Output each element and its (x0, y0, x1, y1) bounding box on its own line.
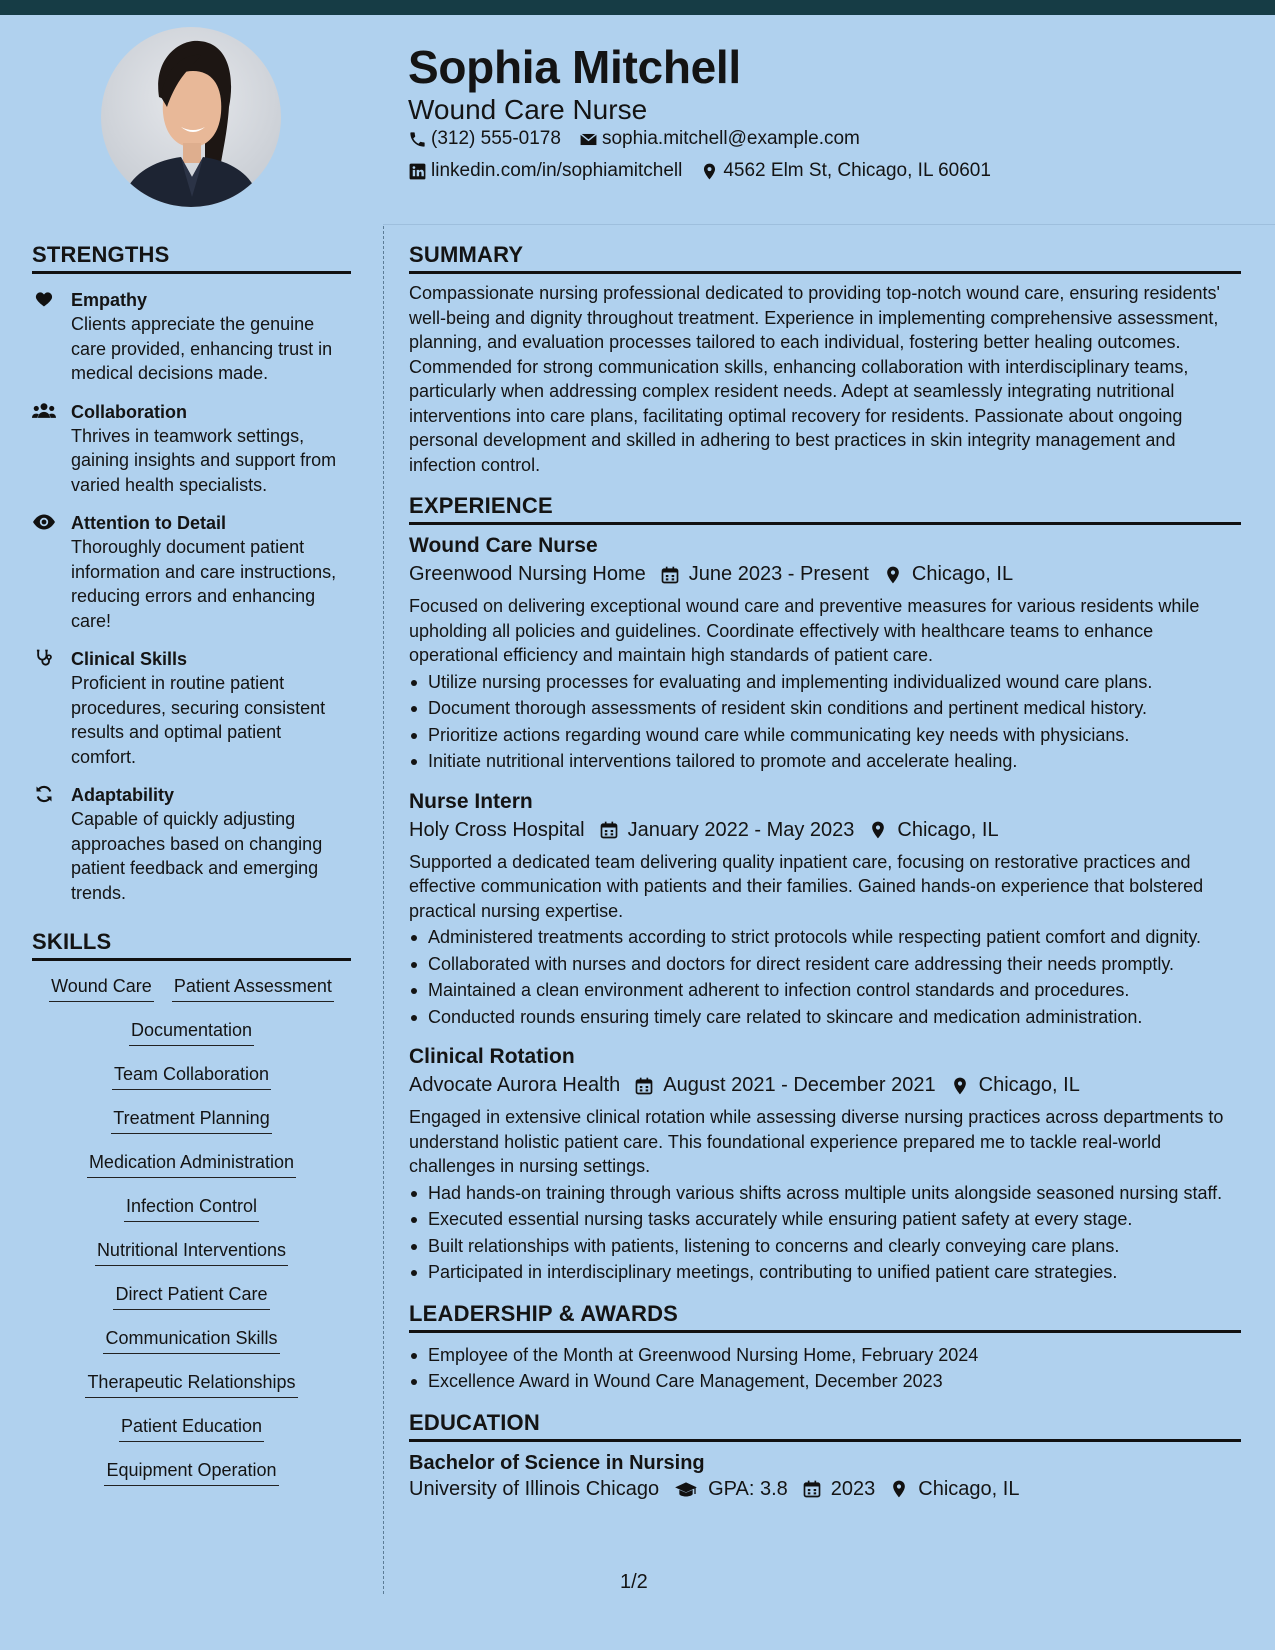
sync-icon (32, 784, 56, 804)
job-bullets (409, 925, 1241, 1029)
strength-title: Collaboration (71, 401, 187, 422)
bullet-item: Conducted rounds ensuring timely care related to skincare and medication administration. (409, 1005, 1241, 1030)
calendar-icon (802, 1479, 822, 1499)
skill-tag: Communication Skills (103, 1327, 279, 1354)
skill-tag: Patient Assessment (172, 975, 334, 1002)
job-company: Greenwood Nursing Home (409, 563, 646, 585)
strength-title: Clinical Skills (71, 649, 188, 669)
graduation-cap-icon (673, 1479, 699, 1499)
job-title: Nurse Intern (409, 789, 533, 813)
bullet-item: Collaborated with nurses and doctors for direct resident care addressing their needs promptly. (409, 952, 1241, 977)
calendar-icon (660, 565, 680, 585)
eye-icon (32, 512, 56, 532)
strength-item (32, 400, 351, 498)
strength-item (32, 783, 351, 905)
linkedin-text: linkedin.com/in/sophiamitchell (431, 160, 683, 181)
bullet-item: Built relationships with patients, listening to concerns and clearly conveying care plans. (409, 1234, 1241, 1259)
education-year: 2023 (830, 1477, 876, 1500)
profile-photo (101, 27, 281, 207)
award-item: Employee of the Month at Greenwood Nursing Home, February 2024 (409, 1343, 1241, 1368)
strength-desc: Clients appreciate the genuine care provided, enhancing trust in medical decisions made. (71, 314, 333, 383)
strength-item (32, 647, 351, 769)
address-contact (700, 160, 991, 182)
job-company: Advocate Aurora Health (409, 1074, 621, 1096)
job-description: Supported a dedicated team delivering quality inpatient care, focusing on restorative practices and effective communication with patients and their families. Gained hands-on experience that bolstered practical nursing expertise. (409, 851, 1204, 921)
calendar-icon (634, 1076, 654, 1096)
right-column (409, 242, 1241, 1509)
experience-section (409, 493, 1241, 1285)
job-bullets (409, 670, 1241, 774)
skills-heading: SKILLS (32, 929, 351, 961)
contact-row-1 (408, 128, 878, 150)
job-dates: January 2022 - May 2023 (627, 818, 855, 841)
map-pin-icon (889, 1479, 909, 1499)
calendar-icon (599, 820, 619, 840)
skill-tag: Medication Administration (87, 1151, 296, 1178)
phone-contact[interactable] (408, 128, 561, 150)
job-dates: August 2021 - December 2021 (663, 1074, 936, 1096)
job-bullets (409, 1181, 1241, 1285)
bullet-item: Participated in interdisciplinary meetings, contributing to unified patient care strategies. (409, 1260, 1241, 1285)
experience-heading: EXPERIENCE (409, 493, 1241, 525)
phone-icon (408, 130, 427, 149)
job-description: Engaged in extensive clinical rotation while assessing diverse nursing practices across departments to understand holistic patient care. This foundational experience prepared me to tackle real-world challenges in nursing settings. (409, 1107, 1224, 1176)
heart-icon (32, 289, 56, 309)
strength-item (32, 288, 351, 386)
skill-tag: Nutritional Interventions (95, 1239, 288, 1266)
skill-tag: Treatment Planning (111, 1107, 271, 1134)
linkedin-contact[interactable] (408, 160, 682, 182)
job-location: Chicago, IL (911, 563, 1014, 585)
job-meta (409, 563, 1241, 586)
skill-tag: Wound Care (49, 975, 154, 1002)
bullet-item: Administered treatments according to strict protocols while respecting patient comfort and dignity. (409, 925, 1241, 950)
skill-tag: Therapeutic Relationships (85, 1371, 297, 1398)
strengths-heading: STRENGTHS (32, 242, 351, 274)
job-title: Clinical Rotation (409, 1045, 575, 1068)
education-location: Chicago, IL (918, 1477, 1020, 1500)
awards-list (409, 1343, 1241, 1394)
job-entry (409, 532, 1241, 774)
bullet-item: Maintained a clean environment adherent to infection control standards and procedures. (409, 978, 1241, 1003)
summary-heading: SUMMARY (409, 242, 1241, 274)
candidate-name: Sophia Mitchell (408, 41, 741, 93)
map-pin-icon (868, 820, 888, 840)
users-icon (32, 401, 56, 421)
education-school: University of Illinois Chicago (409, 1477, 660, 1500)
strength-desc: Thoroughly document patient information and care instructions, reducing errors and enhancing care! (71, 537, 337, 631)
job-company: Holy Cross Hospital (409, 818, 585, 841)
job-location: Chicago, IL (978, 1074, 1080, 1096)
bullet-item: Prioritize actions regarding wound care while communicating key needs with physicians. (409, 723, 1241, 748)
phone-text: (312) 555-0178 (431, 128, 561, 149)
strength-desc: Capable of quickly adjusting approaches based on changing patient feedback and emerging trends. (71, 809, 323, 903)
strength-title: Empathy (71, 290, 148, 310)
column-divider (383, 226, 384, 1594)
address-text: 4562 Elm St, Chicago, IL 60601 (723, 160, 991, 181)
map-pin-icon (700, 162, 719, 181)
education-heading: EDUCATION (409, 1410, 1241, 1442)
education-degree: Bachelor of Science in Nursing (409, 1451, 705, 1474)
skill-tag: Team Collaboration (112, 1063, 271, 1090)
map-pin-icon (950, 1076, 970, 1096)
education-section (409, 1410, 1241, 1501)
page-number: 1/2 (620, 1571, 648, 1593)
left-column (32, 242, 351, 1503)
skill-tag: Direct Patient Care (113, 1283, 269, 1310)
email-contact[interactable] (579, 128, 860, 150)
header-divider (383, 224, 1275, 225)
job-dates: June 2023 - Present (688, 563, 869, 585)
email-text: sophia.mitchell@example.com (601, 128, 860, 149)
bullet-item: Initiate nutritional interventions tailored to promote and accelerate healing. (409, 749, 1241, 774)
skills-list (32, 975, 351, 1486)
skill-tag: Equipment Operation (104, 1459, 278, 1486)
strength-title: Adaptability (71, 785, 175, 805)
award-item: Excellence Award in Wound Care Management, December 2023 (409, 1369, 1241, 1394)
job-location: Chicago, IL (897, 818, 999, 841)
job-title: Wound Care Nurse (409, 534, 598, 557)
skill-tag: Infection Control (124, 1195, 259, 1222)
bullet-item: Utilize nursing processes for evaluating and implementing individualized wound care plans. (409, 670, 1241, 695)
bullet-item: Had hands-on training through various shifts across multiple units alongside seasoned nursing staff. (409, 1181, 1241, 1206)
strength-title: Attention to Detail (71, 513, 226, 533)
education-meta (409, 1478, 1241, 1501)
education-gpa: GPA: 3.8 (708, 1477, 788, 1500)
strength-item (32, 511, 351, 633)
contact-row-2 (408, 160, 1009, 182)
strength-desc: Proficient in routine patient procedures, securing consistent results and optimal patient comfort. (71, 673, 326, 767)
map-pin-icon (883, 565, 903, 585)
summary-section (409, 242, 1241, 477)
stethoscope-icon (32, 648, 56, 668)
awards-heading: LEADERSHIP & AWARDS (409, 1301, 1241, 1333)
strength-desc: Thrives in teamwork settings, gaining insights and support from varied health specialists. (71, 425, 337, 495)
skill-tag: Patient Education (119, 1415, 264, 1442)
skill-tag: Documentation (129, 1019, 254, 1046)
summary-text: Compassionate nursing professional dedicated to providing top-notch wound care, ensuring residents' well-being and dignity throughout treatment. Experience in implementing comprehensive assessment, planning, and evaluation processes tailored to each individual, fostering better healing outcomes. Commended for strong communication skills, enhancing collaboration with interdisciplinary teams, particularly when addressing complex resident needs. Adept at seamlessly integrating nutritional interventions into care plans, facilitating optimal recovery for residents. Passionate about ongoing personal development and skilled in adhering to best practices in skin integrity management and infection control. (409, 283, 1220, 475)
job-entry (409, 788, 1241, 1030)
job-meta (409, 1074, 1241, 1097)
job-entry (409, 1043, 1241, 1285)
bullet-item: Document thorough assessments of resident skin conditions and pertinent medical history. (409, 696, 1241, 721)
top-bar (0, 0, 1275, 15)
job-description: Focused on delivering exceptional wound care and preventive measures for various residents while upholding all policies and guidelines. Coordinate effectively with healthcare teams to enhance operational efficiency and maintain high standards of patient care. (409, 596, 1200, 665)
candidate-title: Wound Care Nurse (408, 94, 648, 125)
linkedin-icon (408, 162, 427, 181)
awards-section (409, 1301, 1241, 1394)
envelope-icon (579, 130, 598, 149)
bullet-item: Executed essential nursing tasks accurately while ensuring patient safety at every stage. (409, 1207, 1241, 1232)
job-meta (409, 819, 1241, 842)
